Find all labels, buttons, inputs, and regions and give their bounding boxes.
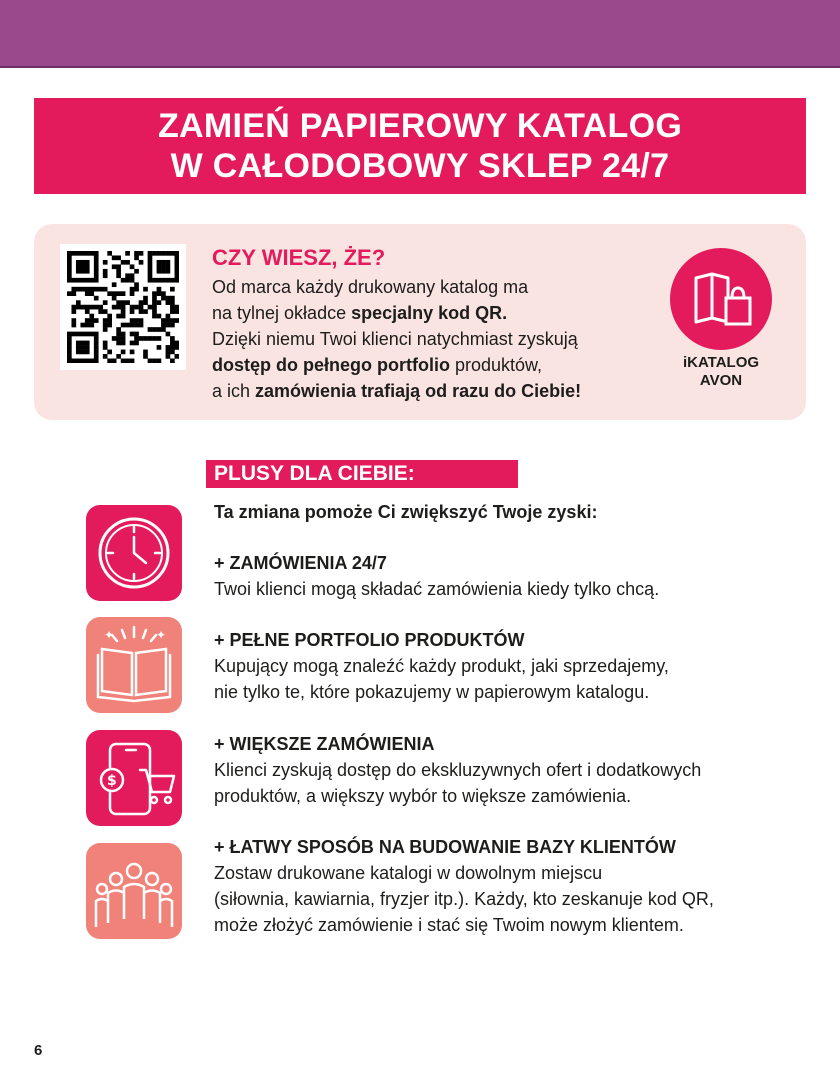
benefit-line: Kupujący mogą znaleźć każdy produkt, jaki sprzedajemy, xyxy=(214,656,669,676)
benefit-line: nie tylko te, które pokazujemy w papierowym katalogu. xyxy=(214,682,650,702)
svg-text:✦: ✦ xyxy=(156,628,167,642)
top-color-bar xyxy=(0,0,840,66)
plusy-header-text: PLUSY DLA CIEBIE: xyxy=(214,462,415,485)
phone-cart-icon-tile xyxy=(86,730,182,826)
clock-icon-tile xyxy=(86,505,182,601)
ikatalog-icon xyxy=(670,248,772,350)
people-group-icon xyxy=(86,843,182,939)
benefit-line: produktów, a większy wybór to większe zamówienia. xyxy=(214,786,632,806)
page-number: 6 xyxy=(34,1042,43,1059)
phone-cart-icon xyxy=(86,730,182,826)
info-line-2-bold: specjalny kod QR. xyxy=(351,303,508,323)
benefit-title: + WIĘKSZE ZAMÓWIENIA xyxy=(214,734,435,754)
benefit-full-portfolio xyxy=(214,627,794,705)
info-line-2-text: na tylnej okładce xyxy=(212,303,352,323)
benefit-bigger-orders xyxy=(214,731,794,809)
top-bar-divider xyxy=(0,66,840,68)
banner-title-line2: W CAŁODOBOWY SKLEP 24/7 xyxy=(170,147,670,185)
benefit-title: + ŁATWY SPOSÓB NA BUDOWANIE BAZY KLIENTÓW xyxy=(214,837,676,857)
info-line-2 xyxy=(212,300,672,326)
banner-title-line1: ZAMIEŃ PAPIEROWY KATALOG xyxy=(157,107,683,145)
plusy-intro: Ta zmiana pomoże Ci zwiększyć Twoje zyski: xyxy=(214,502,598,522)
svg-text:$: $ xyxy=(107,773,117,789)
benefit-line: (siłownia, kawiarnia, fryzjer itp.). Każdy, kto zeskanuje kod QR, xyxy=(214,889,714,909)
open-book-icon xyxy=(86,617,182,713)
title-banner xyxy=(34,98,806,194)
qr-code xyxy=(60,244,186,370)
info-line-4 xyxy=(212,352,672,378)
benefit-line: Zostaw drukowane katalogi w dowolnym miejscu xyxy=(214,863,603,883)
info-line-5 xyxy=(212,378,672,404)
people-group-icon-tile xyxy=(86,843,182,939)
benefit-orders-24-7 xyxy=(214,550,794,602)
info-box xyxy=(34,224,806,420)
info-line-3: Dzięki niemu Twoi klienci natychmiast zyskują xyxy=(212,329,578,349)
info-title: CZY WIESZ, ŻE? xyxy=(212,245,386,270)
ikatalog-label xyxy=(660,354,782,390)
benefit-title: + PEŁNE PORTFOLIO PRODUKTÓW xyxy=(214,630,525,650)
ikatalog-label-line1: iKATALOG xyxy=(682,354,760,371)
ikatalog-label-line2: AVON xyxy=(699,372,743,389)
info-text xyxy=(212,244,672,404)
clock-icon xyxy=(86,505,182,601)
benefit-line: Twoi klienci mogą składać zamówienia kiedy tylko chcą. xyxy=(214,579,660,599)
plusy-header xyxy=(206,460,518,488)
benefit-line: Klienci zyskują dostęp do ekskluzywnych ofert i dodatkowych xyxy=(214,760,702,780)
benefit-title: + ZAMÓWIENIA 24/7 xyxy=(214,553,387,573)
info-line-5-bold: zamówienia trafiają od razu do Ciebie! xyxy=(255,381,582,401)
open-book-icon-tile xyxy=(86,617,182,713)
info-line-1: Od marca każdy drukowany katalog ma xyxy=(212,277,529,297)
svg-text:✦: ✦ xyxy=(104,628,115,642)
benefit-customer-base xyxy=(214,834,794,938)
info-line-4-bold: dostęp do pełnego portfolio xyxy=(212,355,450,375)
qr-code-icon xyxy=(67,251,179,363)
info-line-4-text: produktów, xyxy=(449,355,543,375)
info-line-5-text: a ich xyxy=(212,381,256,401)
benefit-line: może złożyć zamówienie i stać się Twoim nowym klientem. xyxy=(214,915,684,935)
